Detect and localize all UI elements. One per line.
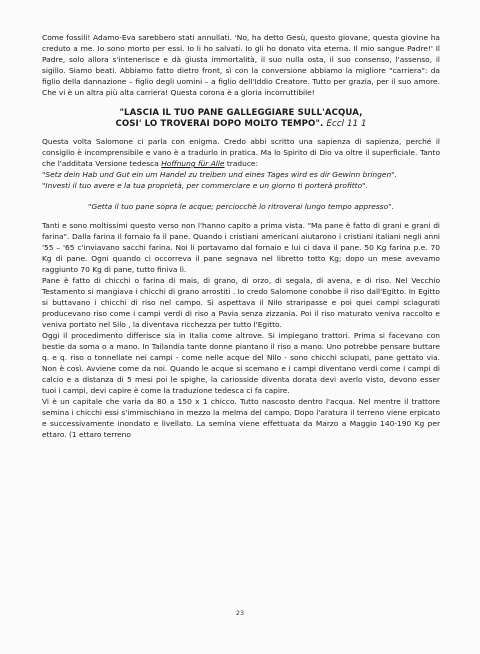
paragraph-enigma-text-a: Questa volta Salomone ci parla con enigma. Credo abbi scritto una sapienza di sapienza, perché il consiglio è incomprensibile e vano è a tradurlo in pratica. Ma lo Spirito di Dio va oltre il superficiale. Tanto che l'additata Versione tedesca <box>42 137 440 168</box>
paragraph-rice: Pane è fatto di chicchi o farina di mais, di grano, di orzo, di segala, di avena, e di riso. Nel Vecchio Testamento si mangiava i chicchi di grano arrostiti . Io credo Salomone conobbe il riso dall'Egitto. In Egitto si buttavano i chicchi di riso nel campo. Si aspettava il Nilo straripasse e poi quei campi sciagurati producevano riso come i campi verdi di riso a Pavia senza zizzania. Poi il riso maturato veniva raccolto e veniva portato nel Silo , la diventava ricchezza per tutto l'Egitto. <box>42 276 440 329</box>
paragraph-capital: Vi è un capitale che varia da 80 a 150 x 1 chicco. Tutto nascosto dentro l'acqua. Nel mentre il trattore semina i chicchi essi s'immischiano in mezzo la melma del campo. Dopo l'aratura il terreno viene erpicato e successivamente inondato e livellato. La semina viene effettuata da Marzo a Maggio 140-190 Kg per ettaro. (1 ettaro terreno <box>42 397 440 439</box>
section-heading <box>42 108 440 130</box>
italian-quote: "Investi il tuo avere e la tua proprietà, per commerciare e un giorno ti porterà profitto". <box>42 181 368 190</box>
german-quote: "Setz dein Hab und Gut ein um Handel zu treiben und eines Tages wird es dir Gewinn bringen". <box>42 170 397 179</box>
verse-quote: "Getta il tuo pane sopra le acque; perciocchè lo ritroverai lungo tempo appresso". <box>88 202 394 211</box>
page-content <box>42 32 440 440</box>
bible-version-name: Hoffnung für Alle <box>161 159 225 168</box>
heading-line-2-text: COSI' LO TROVERAI DOPO MOLTO TEMPO". <box>115 119 324 129</box>
heading-line-1: "LASCIA IL TUO PANE GALLEGGIARE SULL'ACQUA, <box>119 108 363 118</box>
paragraph-enigma-text-b: traduce: <box>224 159 259 168</box>
paragraph-procedure: Oggi il procedimento differisce sia in Italia come altrove. Si impiegano trattori. Prima si facevano con bestie da soma o a mano. In Tailandia tante donne piantano il riso a mano. Uno potrebbe pensare buttare q. e q. riso o tonnellate nei campi - come nelle acque del Nilo - sono chicchi sciupati, pane gettato via. Non è così. Avviene come da noi. Quando le acque si scemano e i campi diventano verdi come i campi di calcio e a distanza di 5 mesi poi le spighe, la cariosside diventa dorata devi averlo visto, devono esser tuoi i campi, devi capire è come la traduzione tedesca ci fa capire. <box>42 331 440 395</box>
paragraph-enigma <box>42 136 440 169</box>
page-number: 23 <box>235 609 245 617</box>
paragraph-flour: Tanti e sono moltissimi questo verso non l'hanno capito a prima vista. "Ma pane è fatto di grani e grani di farina". Dalla farina il fornaio fa il pane. Quando i cristiani americani aiutarono i cristiani italiani negli anni '55 – '65 c'inviavano sacchi farina. Noi li portavamo dal fornaio e lui ci dava il pane. 50 Kg farina p.e. 70 Kg di pane. Ogni quando ci occorreva il pane segnava nel libretto totto Kg; dopo un mese avevamo raggiunto 70 Kg di pane, tutto finiva lì. <box>42 221 440 274</box>
bible-reference: Eccl 11 1 <box>326 119 367 129</box>
paragraph-intro: Come fossili! Adamo-Eva sarebbero stati annullati. 'No, ha detto Gesù, questo giovane, questa giovine ha creduto a me. Io sono morto per essi. Io li ho salvati. Io gli ho donato vita eterna. Il mio sangue Padre!' Il Padre, solo allora s'intenerisce e dà giusta immortalità, il suo nulla osta, il suo consenso, l'assenso, il sigillo. Siamo beati. Abbiamo fatto dietro front, sì con la conversione abbiamo la migliore "carriera": da figlio della dannazione – figlio degli uomini – a figlio dell'Iddio Creatore. Tutto per grazia, per il suo amore. Che vi è un altra più alta carriera! Questa corona è a gloria incorruttibile! <box>42 33 440 97</box>
heading-line-2 <box>42 119 440 130</box>
